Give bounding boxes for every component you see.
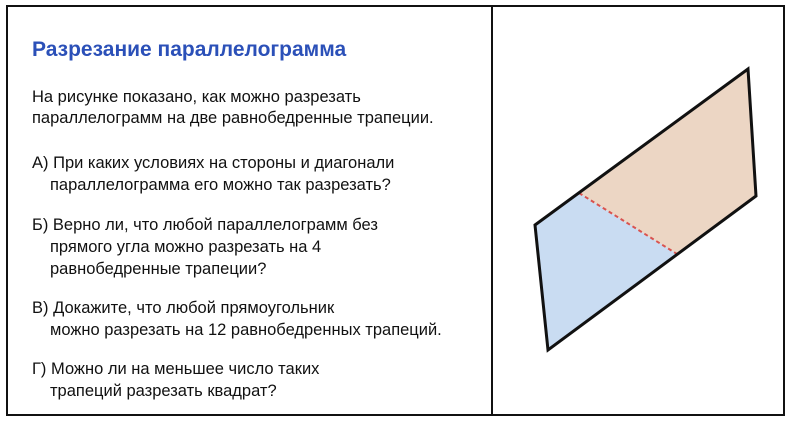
question-b-line-1: Б) Верно ли, что любой параллелограмм без [32,216,378,234]
parallelogram-figure [493,7,783,414]
problem-card [6,5,785,416]
question-b-line-3: равнобедренные трапеции? [50,260,267,278]
question-a-line-2: параллелограмма его можно так разрезать? [50,176,391,194]
question-c-line-2: можно разрезать на 12 равнобедренных трапеций. [50,321,442,339]
question-c-line-1: В) Докажите, что любой прямоугольник [32,299,335,317]
question-d [32,358,487,402]
question-a [32,152,487,196]
question-d-line-2: трапеций разрезать квадрат? [50,382,277,400]
question-b [32,214,487,280]
figure-panel [493,7,783,414]
text-panel [8,7,493,414]
question-a-line-1: А) При каких условиях на стороны и диагонали [32,154,395,172]
intro-line-2: параллелограмм на две равнобедренные трапеции. [32,109,434,127]
question-c [32,297,487,341]
intro-text [32,87,482,129]
intro-line-1: На рисунке показано, как можно разрезать [32,88,361,106]
question-b-line-2: прямого угла можно разрезать на 4 [50,238,322,256]
question-d-line-1: Г) Можно ли на меньшее число таких [32,360,320,378]
page-title: Разрезание параллелограмма [32,38,347,61]
